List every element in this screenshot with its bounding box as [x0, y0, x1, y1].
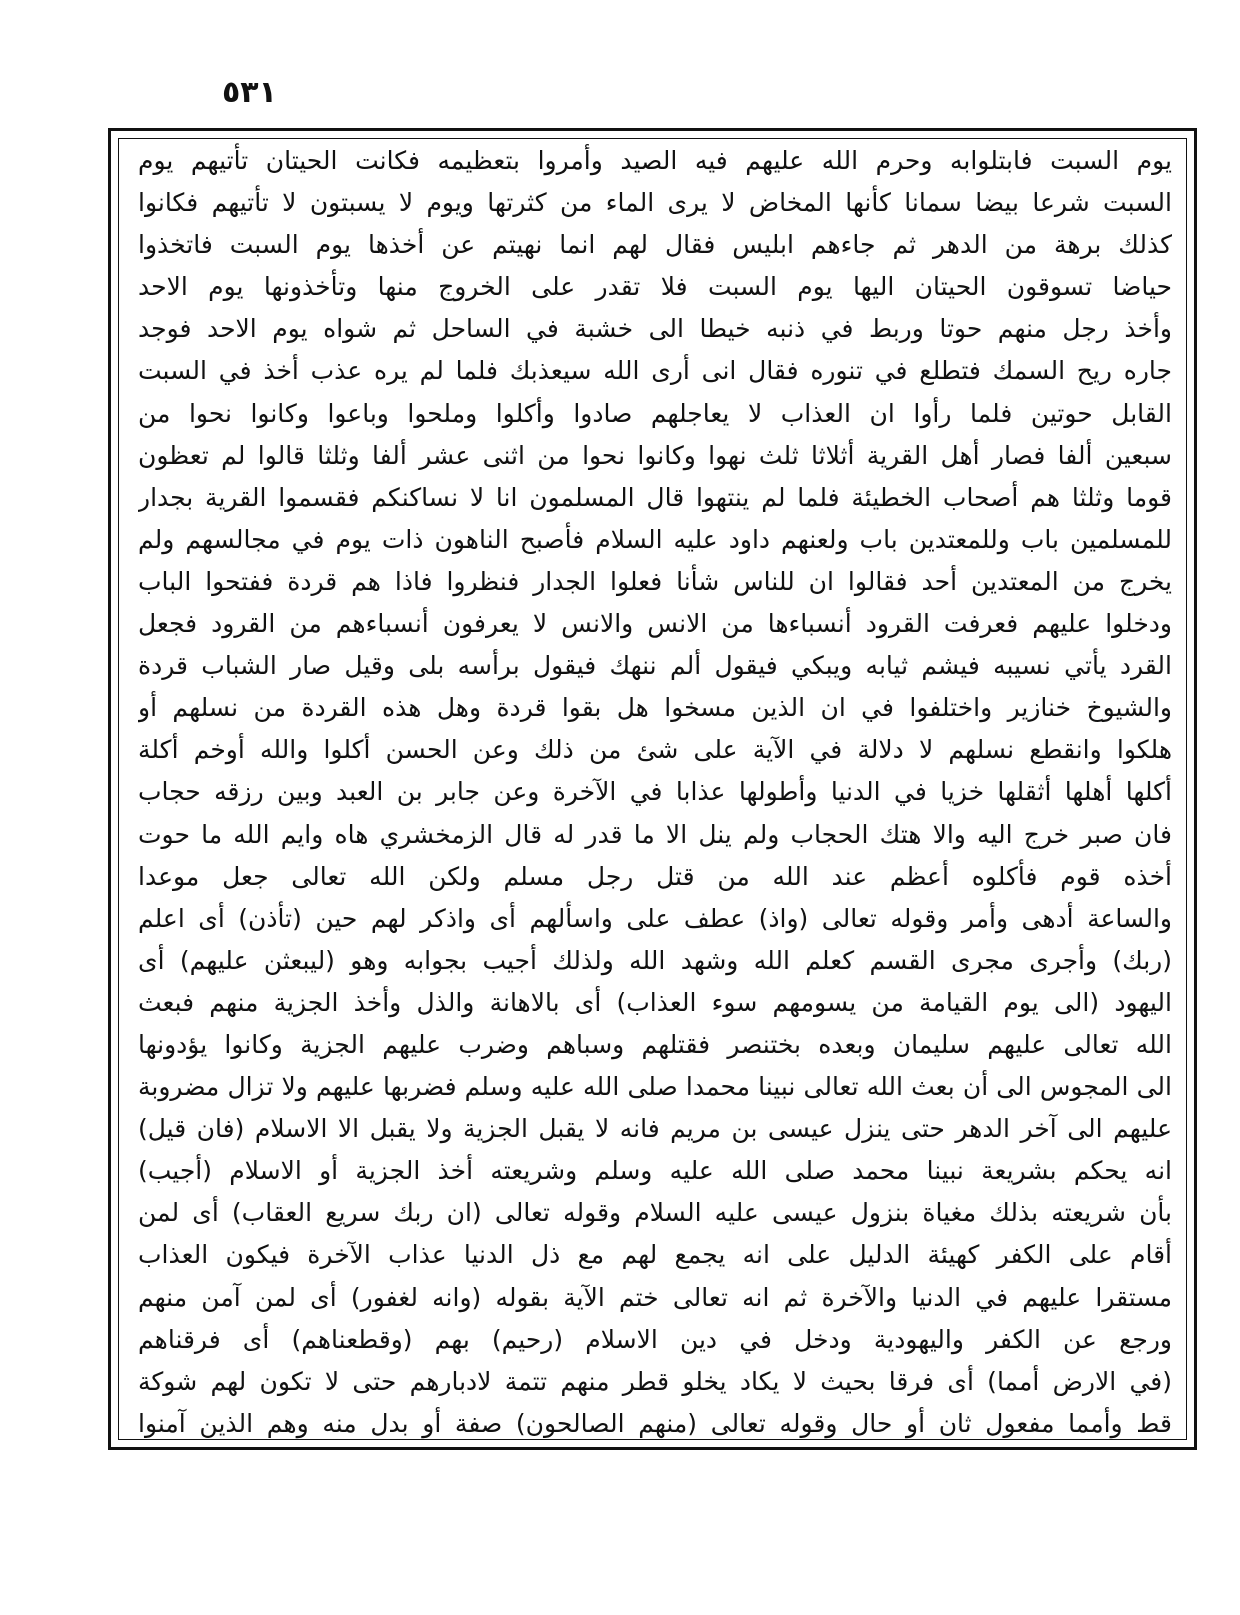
text-line: انه يحكم بشريعة نبينا محمد صلى الله عليه وسلم وشريعته أخذ الجزية أو الاسلام (أجيب): [138, 1156, 1172, 1186]
text-line: عليهم الى آخر الدهر حتى ينزل عيسى بن مريم فانه لا يقبل الجزية ولا يقبل الا الاسلام (فان قيل): [138, 1114, 1172, 1144]
text-line: فان صبر خرج اليه والا هتك الحجاب ولم ينل الا ما قدر له قال الزمخشري هاه وايم الله ما حوت: [138, 819, 1172, 849]
text-line: يخرج من المعتدين أحد فقالوا ان للناس شأنا فعلوا الجدار فنظروا فاذا هم قردة ففتحوا الباب: [138, 566, 1172, 596]
text-line: (في الارض أمما) أى فرقا بحيث لا يكاد يخلو قطر منهم تتمة لادبارهم حتى لا تكون لهم شوكة: [138, 1366, 1172, 1396]
text-line: والشيوخ خنازير واختلفوا في ان الذين مسخوا هل بقوا قردة وهل هذه القردة من نسلهم أو: [138, 693, 1172, 723]
text-line: جاره ريح السمك فتطلع في تنوره فقال انى أرى الله سيعذبك فلما لم يره عذب أخذ في السبت: [138, 356, 1172, 386]
text-line: القابل حوتين فلما رأوا ان العذاب لا يعاجلهم صادوا وأكلوا وملحوا وباعوا وكانوا نحوا من: [138, 398, 1172, 428]
text-line: أقام على الكفر كهيئة الدليل على انه يجمع لهم مع ذل الدنيا عذاب الآخرة فيكون العذاب: [138, 1240, 1172, 1270]
page-number: ٥٣١: [222, 75, 277, 110]
text-line: يوم السبت فابتلوابه وحرم الله عليهم فيه الصيد وأمروا بتعظيمه فكانت الحيتان تأتيهم يوم: [138, 146, 1172, 175]
text-line: كذلك برهة من الدهر ثم جاءهم ابليس فقال لهم انما نهيتم عن أخذها يوم السبت فاتخذوا: [138, 230, 1172, 260]
text-line: للمسلمين باب وللمعتدين باب ولعنهم داود عليه السلام فأصبح الناهون ذات يوم في مجالسهم ولم: [138, 524, 1172, 554]
text-line: قوما وثلثا هم أصحاب الخطيئة فلما لم ينتهوا قال المسلمون انا لا نساكنكم فقسموا القرية بجدار: [138, 482, 1172, 512]
text-line: الله تعالى عليهم سليمان وبعده بختنصر فقتلهم وسباهم وضرب عليهم الجزية وكانوا يؤدونها: [138, 1029, 1172, 1059]
text-line: حياضا تسوقون الحيتان اليها يوم السبت فلا تقدر على الخروج منها وتأخذونها يوم الاحد: [138, 272, 1172, 302]
text-line: بأن شريعته بذلك مغياة بنزول عيسى عليه السلام وقوله تعالى (ان ربك سريع العقاب) أى لمن: [138, 1198, 1172, 1228]
text-line: اليهود (الى يوم القيامة من يسومهم سوء العذاب) أى بالاهانة والذل وأخذ الجزية منهم فبعث: [138, 987, 1172, 1017]
text-line: والساعة أدهى وأمر وقوله تعالى (واذ) عطف على واسألهم أى واذكر لهم حين (تأذن) أى اعلم: [138, 903, 1172, 933]
body-text: [138, 140, 1172, 1438]
text-line: قط وأمما مفعول ثان أو حال وقوله تعالى (منهم الصالحون) صفة أو بدل منه وهم الذين آمنوا: [138, 1408, 1172, 1438]
text-line: هلكوا وانقطع نسلهم لا دلالة في الآية على شئ من ذلك وعن الحسن أكلوا والله أوخم أكلة: [138, 735, 1172, 765]
text-line: (ربك) وأجرى مجرى القسم كعلم الله وشهد الله ولذلك أجيب بجوابه وهو (ليبعثن عليهم) أى: [138, 945, 1172, 975]
text-line: الى المجوس الى أن بعث الله تعالى نبينا محمدا صلى الله عليه وسلم فضربها عليهم ولا تزال مضروبة: [138, 1072, 1172, 1102]
text-line: سبعين ألفا فصار أهل القرية أثلاثا ثلث نهوا وكانوا نحوا من اثنى عشر ألفا وثلثا قالوا لم تعظون: [138, 440, 1172, 470]
text-line: ودخلوا عليهم فعرفت القرود أنسباءها من الانس والانس لا يعرفون أنسباءهم من القرود فجعل: [138, 609, 1172, 639]
text-line: ورجع عن الكفر واليهودية ودخل في دين الاسلام (رحيم) بهم (وقطعناهم) أى فرقناهم: [138, 1324, 1172, 1354]
text-line: القرد يأتي نسيبه فيشم ثيابه ويبكي فيقول ألم ننهك فيقول برأسه بلى وقيل صار الشباب قردة: [138, 651, 1172, 681]
text-line: السبت شرعا بيضا سمانا كأنها المخاض لا يرى الماء من كثرتها ويوم لا يسبتون لا تأتيهم فكانوا: [138, 188, 1172, 218]
text-line: مستقرا عليهم في الدنيا والآخرة ثم انه تعالى ختم الآية بقوله (وانه لغفور) أى لمن آمن منهم: [138, 1282, 1172, 1312]
text-line: أكلها أهلها أثقلها خزيا في الدنيا وأطولها عذابا في الآخرة وعن جابر بن العبد وبين رزقه حجاب: [138, 777, 1172, 807]
text-line: وأخذ رجل منهم حوتا وربط في ذنبه خيطا الى خشبة في الساحل ثم شواه يوم الاحد فوجد: [138, 314, 1172, 344]
text-line: أخذه قوم فأكلوه أعظم عند الله من قتل رجل مسلم ولكن الله تعالى جعل موعدا: [138, 861, 1172, 891]
